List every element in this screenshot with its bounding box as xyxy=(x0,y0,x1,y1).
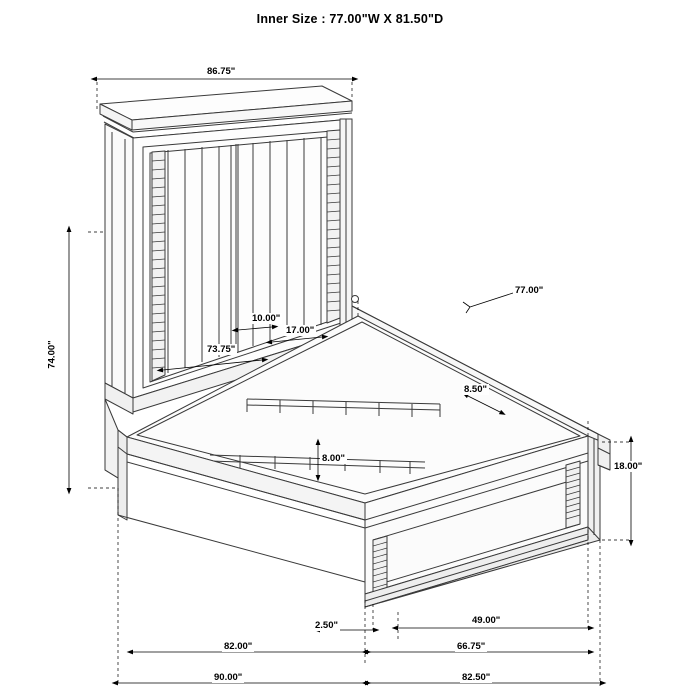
dim-label-footboard-width: 82.00" xyxy=(224,641,253,652)
bed-outline-group xyxy=(100,86,610,607)
dim-label-side-rail-length: 66.75" xyxy=(457,641,486,652)
dim-label-top-width: 86.75" xyxy=(207,66,236,77)
dim-label-overall-width: 90.00" xyxy=(214,672,243,683)
dim-label-slat-gap: 8.50" xyxy=(464,384,487,395)
dim-label-slat-height: 8.00" xyxy=(322,453,345,464)
dim-label-headboard-height: 74.00" xyxy=(46,340,58,369)
dim-label-panel-width: 17.00" xyxy=(286,325,315,336)
dim-label-overall-depth: 82.50" xyxy=(462,672,491,683)
page-title: Inner Size : 77.00"W X 81.50"D xyxy=(256,12,444,26)
dim-label-bed-inner-depth: 77.00" xyxy=(515,285,544,296)
dim-label-rail-thickness: 2.50" xyxy=(315,620,338,631)
dim-label-headboard-inner-width: 73.75" xyxy=(207,344,236,355)
dim-label-panel-inner-width: 10.00" xyxy=(252,313,281,324)
dim-label-footboard-height: 18.00" xyxy=(614,461,643,472)
dim-label-leg-offset: 49.00" xyxy=(472,615,501,626)
